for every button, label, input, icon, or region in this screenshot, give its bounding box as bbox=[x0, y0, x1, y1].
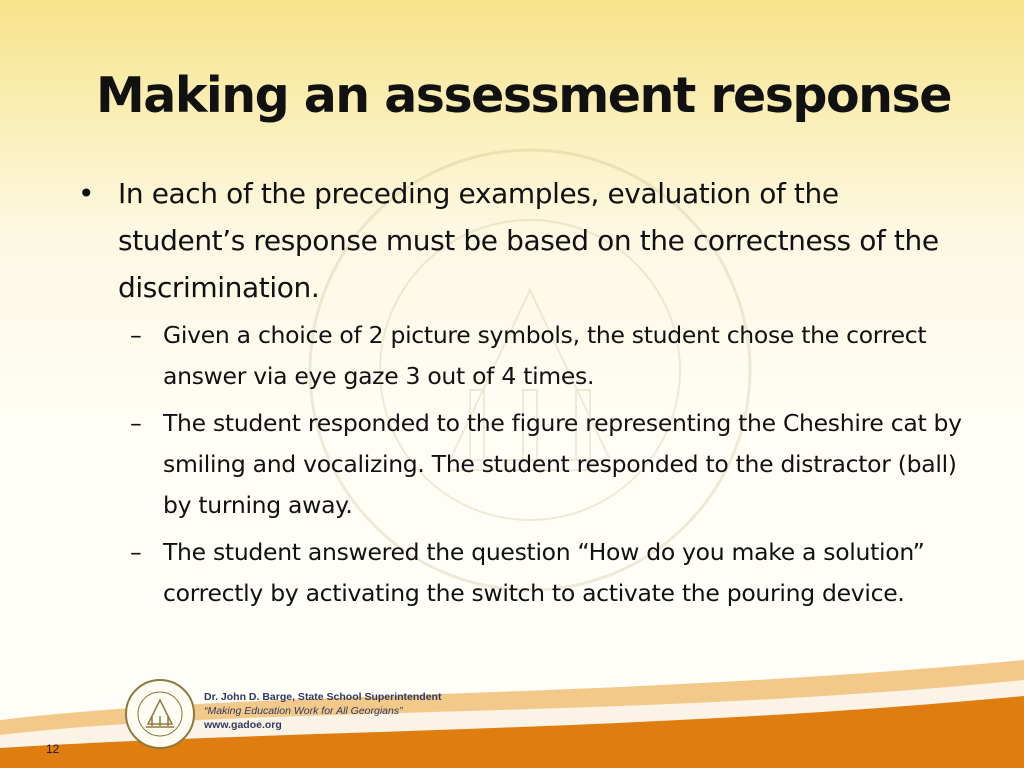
footer-credits bbox=[204, 690, 441, 732]
page-number: 12 bbox=[46, 742, 60, 756]
sub-bullet-text: The student answered the question “How do you make a solution” correctly by activating the switch to activate the pouring device. bbox=[163, 538, 925, 607]
sub-bullet-item bbox=[78, 532, 968, 614]
sub-bullet-marker: – bbox=[130, 321, 142, 349]
sub-bullet-item bbox=[78, 315, 968, 397]
motto-line: “Making Education Work for All Georgians” bbox=[204, 705, 403, 717]
bullet-text: In each of the preceding examples, evaluation of the student’s response must be based on the correctness of the discrimination. bbox=[118, 177, 939, 304]
sub-bullet-marker: – bbox=[130, 409, 142, 437]
slide-body bbox=[78, 170, 968, 620]
website-link[interactable]: www.gadoe.org bbox=[204, 719, 282, 731]
sub-bullet-text: Given a choice of 2 picture symbols, the student chose the correct answer via eye gaze 3 out of 4 times. bbox=[163, 321, 927, 390]
slide-title: Making an assessment response bbox=[96, 67, 951, 124]
bullet-item bbox=[78, 170, 968, 311]
sub-bullet-marker: – bbox=[130, 538, 142, 566]
sub-bullet-text: The student responded to the figure representing the Cheshire cat by smiling and vocalizing. The student responded to the distractor (ball) by turning away. bbox=[163, 409, 962, 519]
georgia-doe-seal-logo bbox=[124, 678, 196, 750]
sub-bullet-list bbox=[78, 315, 968, 614]
bullet-marker: • bbox=[78, 177, 95, 210]
sub-bullet-item bbox=[78, 403, 968, 526]
superintendent-line: Dr. John D. Barge, State School Superintendent bbox=[204, 691, 442, 703]
